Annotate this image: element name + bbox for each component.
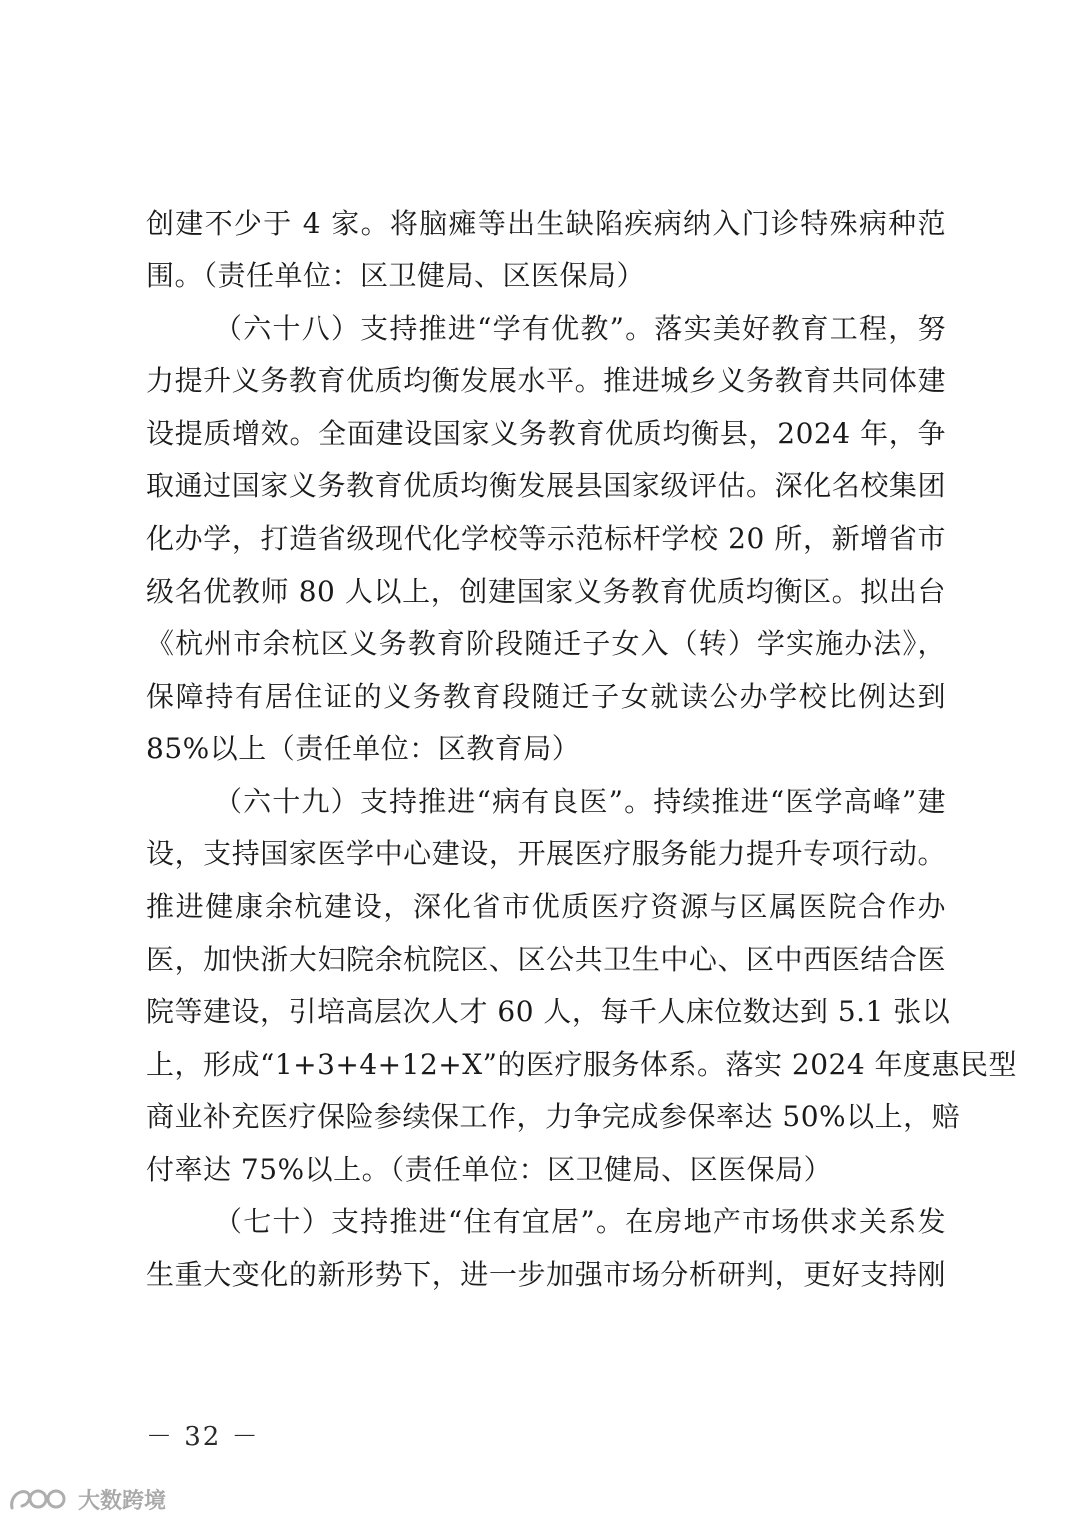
text-line: 设提质增效。全面建设国家义务教育优质均衡县，2024 年，争 xyxy=(146,417,946,450)
text-line: 化办学，打造省级现代化学校等示范标杆学校 20 所，新增省市 xyxy=(146,522,946,555)
text-line: 设，支持国家医学中心建设，开展医疗服务能力提升专项行动。 xyxy=(146,837,946,870)
text-line: 取通过国家义务教育优质均衡发展县国家级评估。深化名校集团 xyxy=(146,469,946,502)
text-line: 院等建设，引培高层次人才 60 人，每千人床位数达到 5.1 张以 xyxy=(146,995,951,1028)
text-line: 85%以上（责任单位：区教育局） xyxy=(146,732,581,765)
text-line: 保障持有居住证的义务教育段随迁子女就读公办学校比例达到 xyxy=(146,680,946,713)
watermark-text: 大数跨境 xyxy=(78,1488,167,1514)
watermark xyxy=(8,1482,166,1516)
text-line: 上，形成“1+3+4+12+X”的医疗服务体系。落实 2024 年度惠民型 xyxy=(146,1048,1018,1081)
text-line: 医，加快浙大妇院余杭院区、区公共卫生中心、区中西医结合医 xyxy=(146,943,946,976)
text-line: 《杭州市余杭区义务教育阶段随迁子女入（转）学实施办法》， xyxy=(146,627,946,660)
text-line: 生重大变化的新形势下，进一步加强市场分析研判，更好支持刚 xyxy=(146,1258,946,1291)
page-number: － 32 － xyxy=(146,1422,260,1452)
text-line: 商业补充医疗保险参续保工作，力争完成参保率达 50%以上，赔 xyxy=(146,1100,961,1133)
text-line: 级名优教师 80 人以上，创建国家义务教育优质均衡区。拟出台 xyxy=(146,575,946,608)
text-line: 围。（责任单位：区卫健局、区医保局） xyxy=(146,259,646,292)
text-line: 创建不少于 4 家。将脑瘫等出生缺陷疾病纳入门诊特殊病种范 xyxy=(146,207,946,240)
paragraph-heading-line: （六十八）支持推进“学有优教”。落实美好教育工程，努 xyxy=(214,312,946,345)
logo-icon xyxy=(8,1484,72,1514)
text-line: 推进健康余杭建设，深化省市优质医疗资源与区属医院合作办 xyxy=(146,890,946,923)
paragraph-heading-line: （七十）支持推进“住有宜居”。在房地产市场供求关系发 xyxy=(214,1205,946,1238)
text-line: 付率达 75%以上。（责任单位：区卫健局、区医保局） xyxy=(146,1153,833,1186)
text-line: 力提升义务教育优质均衡发展水平。推进城乡义务教育共同体建 xyxy=(146,364,946,397)
paragraph-heading-line: （六十九）支持推进“病有良医”。持续推进“医学高峰”建 xyxy=(214,785,946,818)
